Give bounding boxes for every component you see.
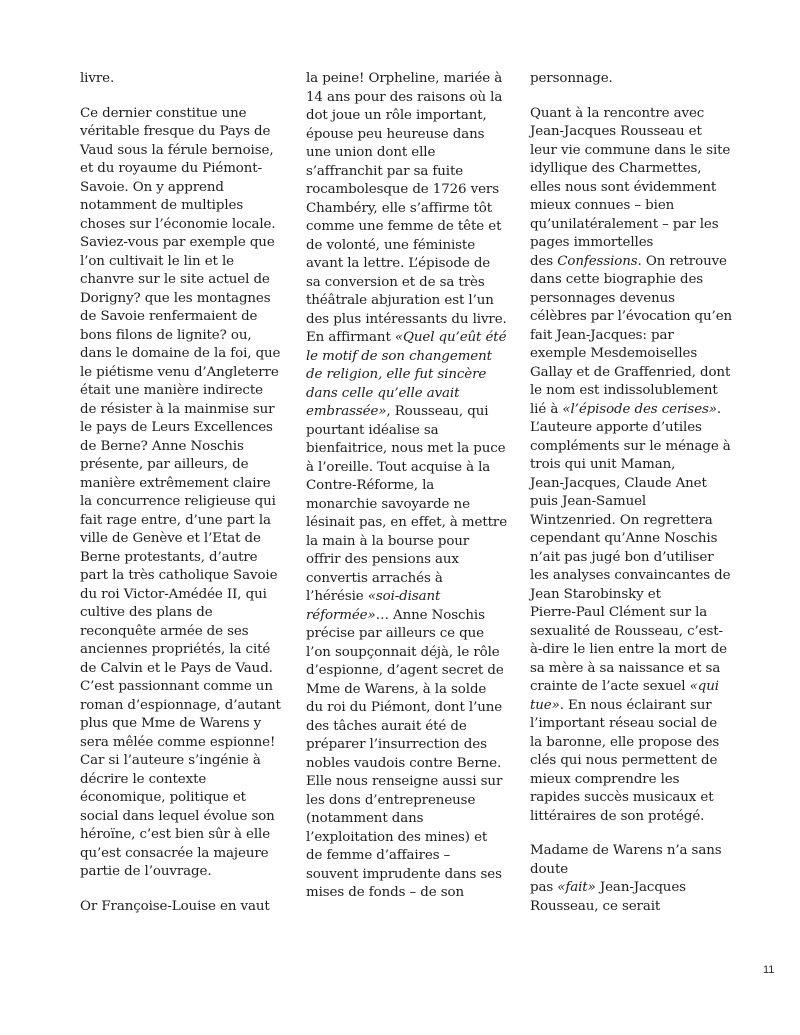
text-line: le pays de Leurs Excellences <box>80 420 273 435</box>
text-line: bienfaitrice, nous met la puce <box>306 441 506 456</box>
text-line: livre. <box>80 71 115 86</box>
text-line: le nom est indissolublement <box>530 383 718 398</box>
text-line: Jean-Jacques Rousseau et <box>530 124 702 139</box>
column-3 <box>530 70 733 916</box>
text-line: sa conversion et de sa très <box>306 274 485 290</box>
text-run: crainte de l’acte sexuel <box>530 679 690 694</box>
text-line: dot joue un rôle important, <box>306 108 487 123</box>
text-line: personnages devenus <box>530 290 675 306</box>
text-line <box>530 678 730 697</box>
text-line: mieux connues – bien <box>530 198 675 213</box>
paragraph <box>80 105 280 882</box>
text-line: l’on soupçonnait déjà, le rôle <box>306 644 500 660</box>
text-line: était une manière indirecte <box>80 383 263 398</box>
text-line: de Berne? Anne Noschis <box>80 438 244 454</box>
text-run: . <box>716 401 722 417</box>
text-line: avant la lettre. L’épisode de <box>306 256 491 271</box>
text-line: l’important réseau social de <box>530 716 718 731</box>
text-line: bons filons de lignite? ou, <box>80 327 252 343</box>
text-line: l’on cultivait le lin et le <box>80 253 234 269</box>
text-line: du roi du Piémont, dont l’une <box>306 700 503 715</box>
text-line: véritable fresque du Pays de <box>80 124 271 139</box>
text-line: épouse peu heureuse dans <box>306 126 485 142</box>
text-line: anciennes propriétés, la cité <box>80 642 271 657</box>
text-line: sexualité de Rousseau, c’est- <box>530 623 723 639</box>
text-line: idyllique des Charmettes, <box>530 161 702 176</box>
text-line: de Savoie renfermaient de <box>80 309 258 324</box>
text-line: s’affranchit par sa fuite <box>306 163 464 179</box>
text-line: comme une femme de tête et <box>306 219 502 234</box>
text-line: doute <box>530 861 569 877</box>
text-line: de volonté, une féministe <box>306 237 476 253</box>
text-run: Jean-Jacques <box>595 880 686 895</box>
text-run: pas <box>530 880 558 895</box>
text-line: compléments sur le ménage à <box>530 438 731 454</box>
text-run: … Anne Noschis <box>375 607 485 623</box>
text-line: C’est passionnant comme un <box>80 679 273 694</box>
paragraph <box>306 70 508 903</box>
text-line: Rousseau, ce serait <box>530 898 661 914</box>
text-line: littéraires de son protégé. <box>530 808 705 824</box>
book-title: Confessions <box>557 253 638 269</box>
text-line: la concurrence religieuse qui <box>80 494 276 509</box>
text-line: Madame de Warens n’a sans <box>530 843 722 858</box>
quote: «fait» <box>557 880 596 895</box>
quote: «soi-disant <box>367 589 441 604</box>
quote: «l’épisode des cerises» <box>562 401 717 417</box>
text-line: la baronne, elle propose des <box>530 734 720 750</box>
text-line: et du royaume du Piémont- <box>80 161 262 176</box>
paragraph <box>530 70 730 89</box>
text-line: décrire le contexte <box>80 771 207 787</box>
text-line: Car si l’auteure s’ingénie à <box>80 753 261 768</box>
text-line <box>306 385 504 404</box>
text-line: personnage. <box>530 71 613 86</box>
text-line: part la très catholique Savoie <box>80 568 278 583</box>
quote: embrassée» <box>306 404 387 419</box>
paragraph <box>80 70 280 89</box>
text-line: présente, par ailleurs, de <box>80 457 249 472</box>
text-line: de femme d’affaires – <box>306 848 451 863</box>
text-line <box>306 366 504 385</box>
paragraph <box>530 842 730 916</box>
text-line: des plus intéressants du livre. <box>306 311 507 327</box>
text-line: qu’est consacrée la majeure <box>80 845 269 861</box>
text-line: exemple Mesdemoiselles <box>530 346 698 361</box>
text-line: théâtrale abjuration est l’un <box>306 293 494 308</box>
text-line: mises de fonds – de son <box>306 885 464 900</box>
text-line: rapides succès musicaux et <box>530 790 714 805</box>
text-run: l’hérésie <box>306 589 368 604</box>
text-line: Dorigny? que les montagnes <box>80 290 271 306</box>
text-line: héroïne, c’est bien sûr à elle <box>80 827 271 842</box>
text-line: le piétisme venu d’Angleterre <box>80 364 279 380</box>
text-line: fait Jean-Jacques: par <box>530 327 674 343</box>
quote: de religion, elle fut sincère <box>306 367 487 382</box>
text-line: (notamment dans <box>306 811 424 826</box>
text-run: . On retrouve <box>637 253 727 269</box>
text-line: Gallay et de Graffenried, dont <box>530 364 731 380</box>
text-line: chanvre sur le site actuel de <box>80 272 270 287</box>
text-line: manière extrêmement claire <box>80 475 271 491</box>
text-line: nobles vaudois contre Berne. <box>306 755 502 771</box>
text-line <box>306 329 507 348</box>
quote: dans celle qu’elle avait <box>306 385 460 401</box>
quote: tue» <box>530 697 560 713</box>
text-line: trois qui unit Maman, <box>530 457 676 472</box>
text-line: Contre-Réforme, la <box>306 478 435 493</box>
text-line: social dans lequel évolue son <box>80 808 275 824</box>
text-run: , Rousseau, qui <box>386 404 489 419</box>
text-line: Saviez-vous par exemple que <box>80 235 275 250</box>
text-line <box>306 403 504 422</box>
text-line: dans cette biographie des <box>530 272 704 287</box>
text-line: sa mère à sa naissance et sa <box>530 660 721 676</box>
text-line: ville de Genève et l’Etat de <box>80 531 261 546</box>
text-line: à-dire le lien entre la mort de <box>530 642 728 657</box>
quote: réformée» <box>306 607 376 623</box>
text-line: les dons d’entrepreneuse <box>306 792 476 808</box>
text-line <box>530 401 730 420</box>
text-line: Ce dernier constitue une <box>80 105 247 121</box>
text-run: En affirmant <box>306 330 395 345</box>
text-line: convertis arrachés à <box>306 570 443 586</box>
text-line: de Calvin et le Pays de Vaud. <box>80 660 273 676</box>
text-line: lésinait pas, en effet, à mettre <box>306 515 508 530</box>
text-line: rocambolesque de 1726 vers <box>306 182 499 197</box>
text-line: à l’oreille. Tout acquise à la <box>306 459 491 475</box>
page-number: 11 <box>763 964 775 976</box>
text-line <box>306 607 504 626</box>
text-run: des <box>530 253 558 269</box>
text-line: 14 ans pour des raisons où la <box>306 89 503 105</box>
text-line: la main à la bourse pour <box>306 533 470 549</box>
text-line <box>306 588 504 607</box>
text-line: pages immortelles <box>530 235 654 250</box>
text-line: mieux comprendre les <box>530 771 680 787</box>
text-line: Jean Starobinsky et <box>530 586 661 602</box>
text-line: L’auteure apporte d’utiles <box>530 420 702 435</box>
text-line: précise par ailleurs ce que <box>306 626 484 641</box>
text-line: leur vie commune dans le site <box>530 142 731 158</box>
text-line: l’exploitation des mines) et <box>306 829 488 845</box>
text-line <box>530 697 730 716</box>
text-line: choses sur l’économie locale. <box>80 216 276 232</box>
text-line: célèbres par l’évocation qu’en <box>530 309 733 324</box>
column-1 <box>80 70 280 932</box>
text-line: d’espionne, d’agent secret de <box>306 663 504 678</box>
text-line: Vaud sous la férule bernoise, <box>80 142 274 158</box>
text-line: partie de l’ouvrage. <box>80 864 212 879</box>
text-run: lié à <box>530 401 563 417</box>
text-line: économique, politique et <box>80 790 246 805</box>
text-line: de résister à la mainmise sur <box>80 401 275 417</box>
text-line: Chambéry, elle s’affirme tôt <box>306 200 493 216</box>
text-line: Elle nous renseigne aussi sur <box>306 774 503 789</box>
text-line: pourtant idéalise sa <box>306 422 439 438</box>
paragraph <box>80 898 280 917</box>
text-line: Savoie. On y apprend <box>80 179 224 195</box>
text-line: une union dont elle <box>306 145 436 160</box>
text-line: Or Françoise-Louise en vaut <box>80 898 270 914</box>
text-line: Mme de Warens, à la solde <box>306 681 487 697</box>
text-line: la peine! Orpheline, mariée à <box>306 71 503 86</box>
text-line: du roi Victor-Amédée II, qui <box>80 586 267 602</box>
text-line: cependant qu’Anne Noschis <box>530 531 718 546</box>
quote: «qui <box>689 679 719 694</box>
text-line: notamment de multiples <box>80 198 244 213</box>
text-line: elles nous sont évidemment <box>530 179 717 195</box>
text-line: dans le domaine de la foi, que <box>80 346 281 361</box>
text-line: fait rage entre, d’une part la <box>80 512 271 528</box>
text-line: clés qui nous permettent de <box>530 753 718 768</box>
text-line: préparer l’insurrection des <box>306 737 487 752</box>
text-line <box>306 348 504 367</box>
text-line: puis Jean-Samuel <box>530 494 647 509</box>
text-line: qu’unilatéralement – par les <box>530 216 719 232</box>
text-line: souvent imprudente dans ses <box>306 866 502 882</box>
paragraph <box>530 105 733 827</box>
text-line: Jean-Jacques, Claude Anet <box>530 475 707 491</box>
text-line: monarchie savoyarde ne <box>306 496 470 512</box>
text-line <box>530 879 730 898</box>
text-line: des tâches aurait été de <box>306 718 467 734</box>
text-line: Wintzenried. On regrettera <box>530 512 713 528</box>
text-line <box>530 253 730 272</box>
text-line: Pierre-Paul Clément sur la <box>530 605 708 620</box>
text-line: Quant à la rencontre avec <box>530 105 705 121</box>
text-line: plus que Mme de Warens y <box>80 716 262 731</box>
column-2 <box>306 70 508 903</box>
text-line: offrir des pensions aux <box>306 552 459 567</box>
text-line: roman d’espionnage, d’autant <box>80 697 281 713</box>
quote: «Quel qu’eût été <box>394 330 507 345</box>
text-line: les analyses convaincantes de <box>530 568 731 583</box>
text-line: n’ait pas jugé bon d’utiliser <box>530 549 714 565</box>
quote: le motif de son changement <box>306 348 492 364</box>
text-run: . En nous éclairant sur <box>559 697 712 713</box>
text-line: reconquête armée de ses <box>80 623 249 639</box>
text-line: Berne protestants, d’autre <box>80 549 258 565</box>
text-line: sera mêlée comme espionne! <box>80 734 276 750</box>
text-line: cultive des plans de <box>80 605 213 620</box>
